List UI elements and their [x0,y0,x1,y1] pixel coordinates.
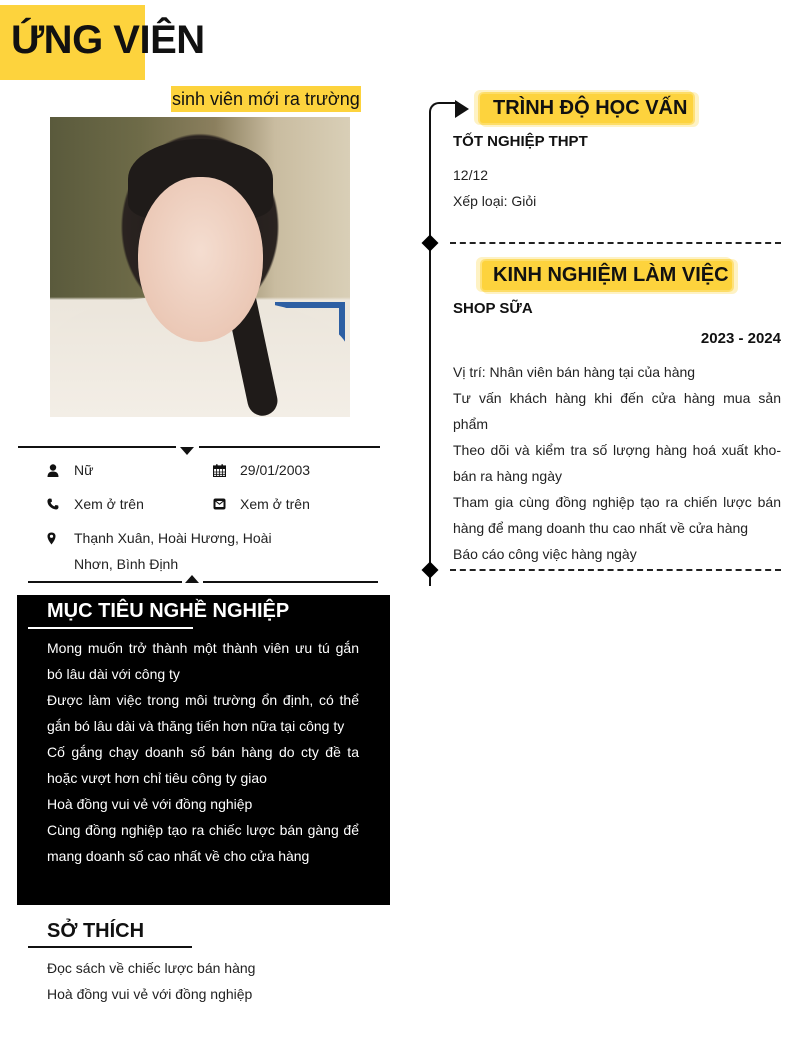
career-goal-item: Cùng đồng nghiệp tạo ra chiếc lược bán gàng để mang doanh số cao nhất về cho cửa hàng [47,822,359,864]
education-grade: 12/12 [453,167,489,183]
triangle-down-icon [180,447,194,455]
arrow-right-icon [455,100,469,118]
education-divider [450,242,781,244]
career-goal-item: Cố gắng chạy doanh số bán hàng do cty đề ta hoặc vượt hơn chỉ tiêu công ty giao [47,744,359,786]
career-goal-underline [28,627,193,629]
hobbies-list [47,955,367,1007]
profile-photo [50,117,350,417]
career-goal-list [47,635,359,869]
timeline-diamond-icon [422,235,439,252]
gender-value: Nữ [74,462,94,478]
education-school: TỐT NGHIỆP THPT [453,133,588,150]
experience-item: Báo cáo công việc hàng ngày [453,546,637,562]
triangle-up-icon [185,575,199,583]
info-divider-top-left [18,446,176,448]
hobby-item: Hoà đồng vui vẻ với đồng nghiệp [47,986,253,1002]
info-divider-bottom-left [28,581,182,583]
calendar-icon [213,457,240,483]
experience-company: SHOP SỮA [453,300,533,317]
experience-details [453,359,781,567]
info-divider-top-right [199,446,380,448]
timeline-corner [429,102,455,120]
experience-title: KINH NGHIỆM LÀM VIỆC [493,264,729,286]
info-divider-bottom-right [203,581,378,583]
career-goal-item: Hoà đồng vui vẻ với đồng nghiệp [47,796,253,812]
experience-item: Theo dõi và kiểm tra số lượng hàng hoá xuất kho-bán ra hàng ngày [453,442,781,484]
info-birthday [213,457,480,483]
career-goal-item: Mong muốn trở thành một thành viên ưu tú gắn bó lâu dài với công ty [47,640,359,682]
education-details [453,162,536,214]
education-title: TRÌNH ĐỘ HỌC VẤN [493,97,688,119]
experience-period: 2023 - 2024 [700,330,781,347]
education-rating: Xếp loại: Giỏi [453,193,537,209]
experience-divider [450,569,781,571]
info-address [47,525,314,577]
timeline-line [429,118,431,586]
career-goal-item: Được làm việc trong môi trường ổn định, có thể gắn bó lâu dài và thăng tiến hơn nữa tại công ty [47,692,359,734]
experience-item: Tham gia cùng đồng nghiệp tạo ra chiến lược bán hàng để mang doanh thu cao nhất về cửa hàng [453,494,781,536]
email-value[interactable]: Xem ở trên [240,496,310,512]
hobby-item: Đọc sách về chiếc lược bán hàng [47,960,256,976]
user-icon [47,457,74,483]
career-goal-section [17,595,390,905]
info-email [213,491,480,517]
phone-icon [47,491,74,517]
timeline-diamond-icon [422,562,439,579]
hobbies-title: SỞ THÍCH [47,920,145,942]
envelope-icon [213,491,240,517]
address-value: Thạnh Xuân, Hoài Hương, Hoài Nhơn, Bình Định [74,530,272,572]
hobbies-underline [28,946,192,948]
experience-item: Vị trí: Nhân viên bán hàng tại của hàng [453,364,696,380]
map-marker-icon [47,525,74,551]
experience-item: Tư vấn khách hàng khi đến cửa hàng mua sản phẩm [453,390,781,432]
phone-value[interactable]: Xem ở trên [74,496,144,512]
career-goal-title: MỤC TIÊU NGHỀ NGHIỆP [47,600,290,622]
candidate-subtitle: sinh viên mới ra trường [171,86,361,112]
candidate-name: ỨNG VIÊN [11,18,205,62]
photo-face [138,177,263,342]
birthday-value: 29/01/2003 [240,462,311,478]
